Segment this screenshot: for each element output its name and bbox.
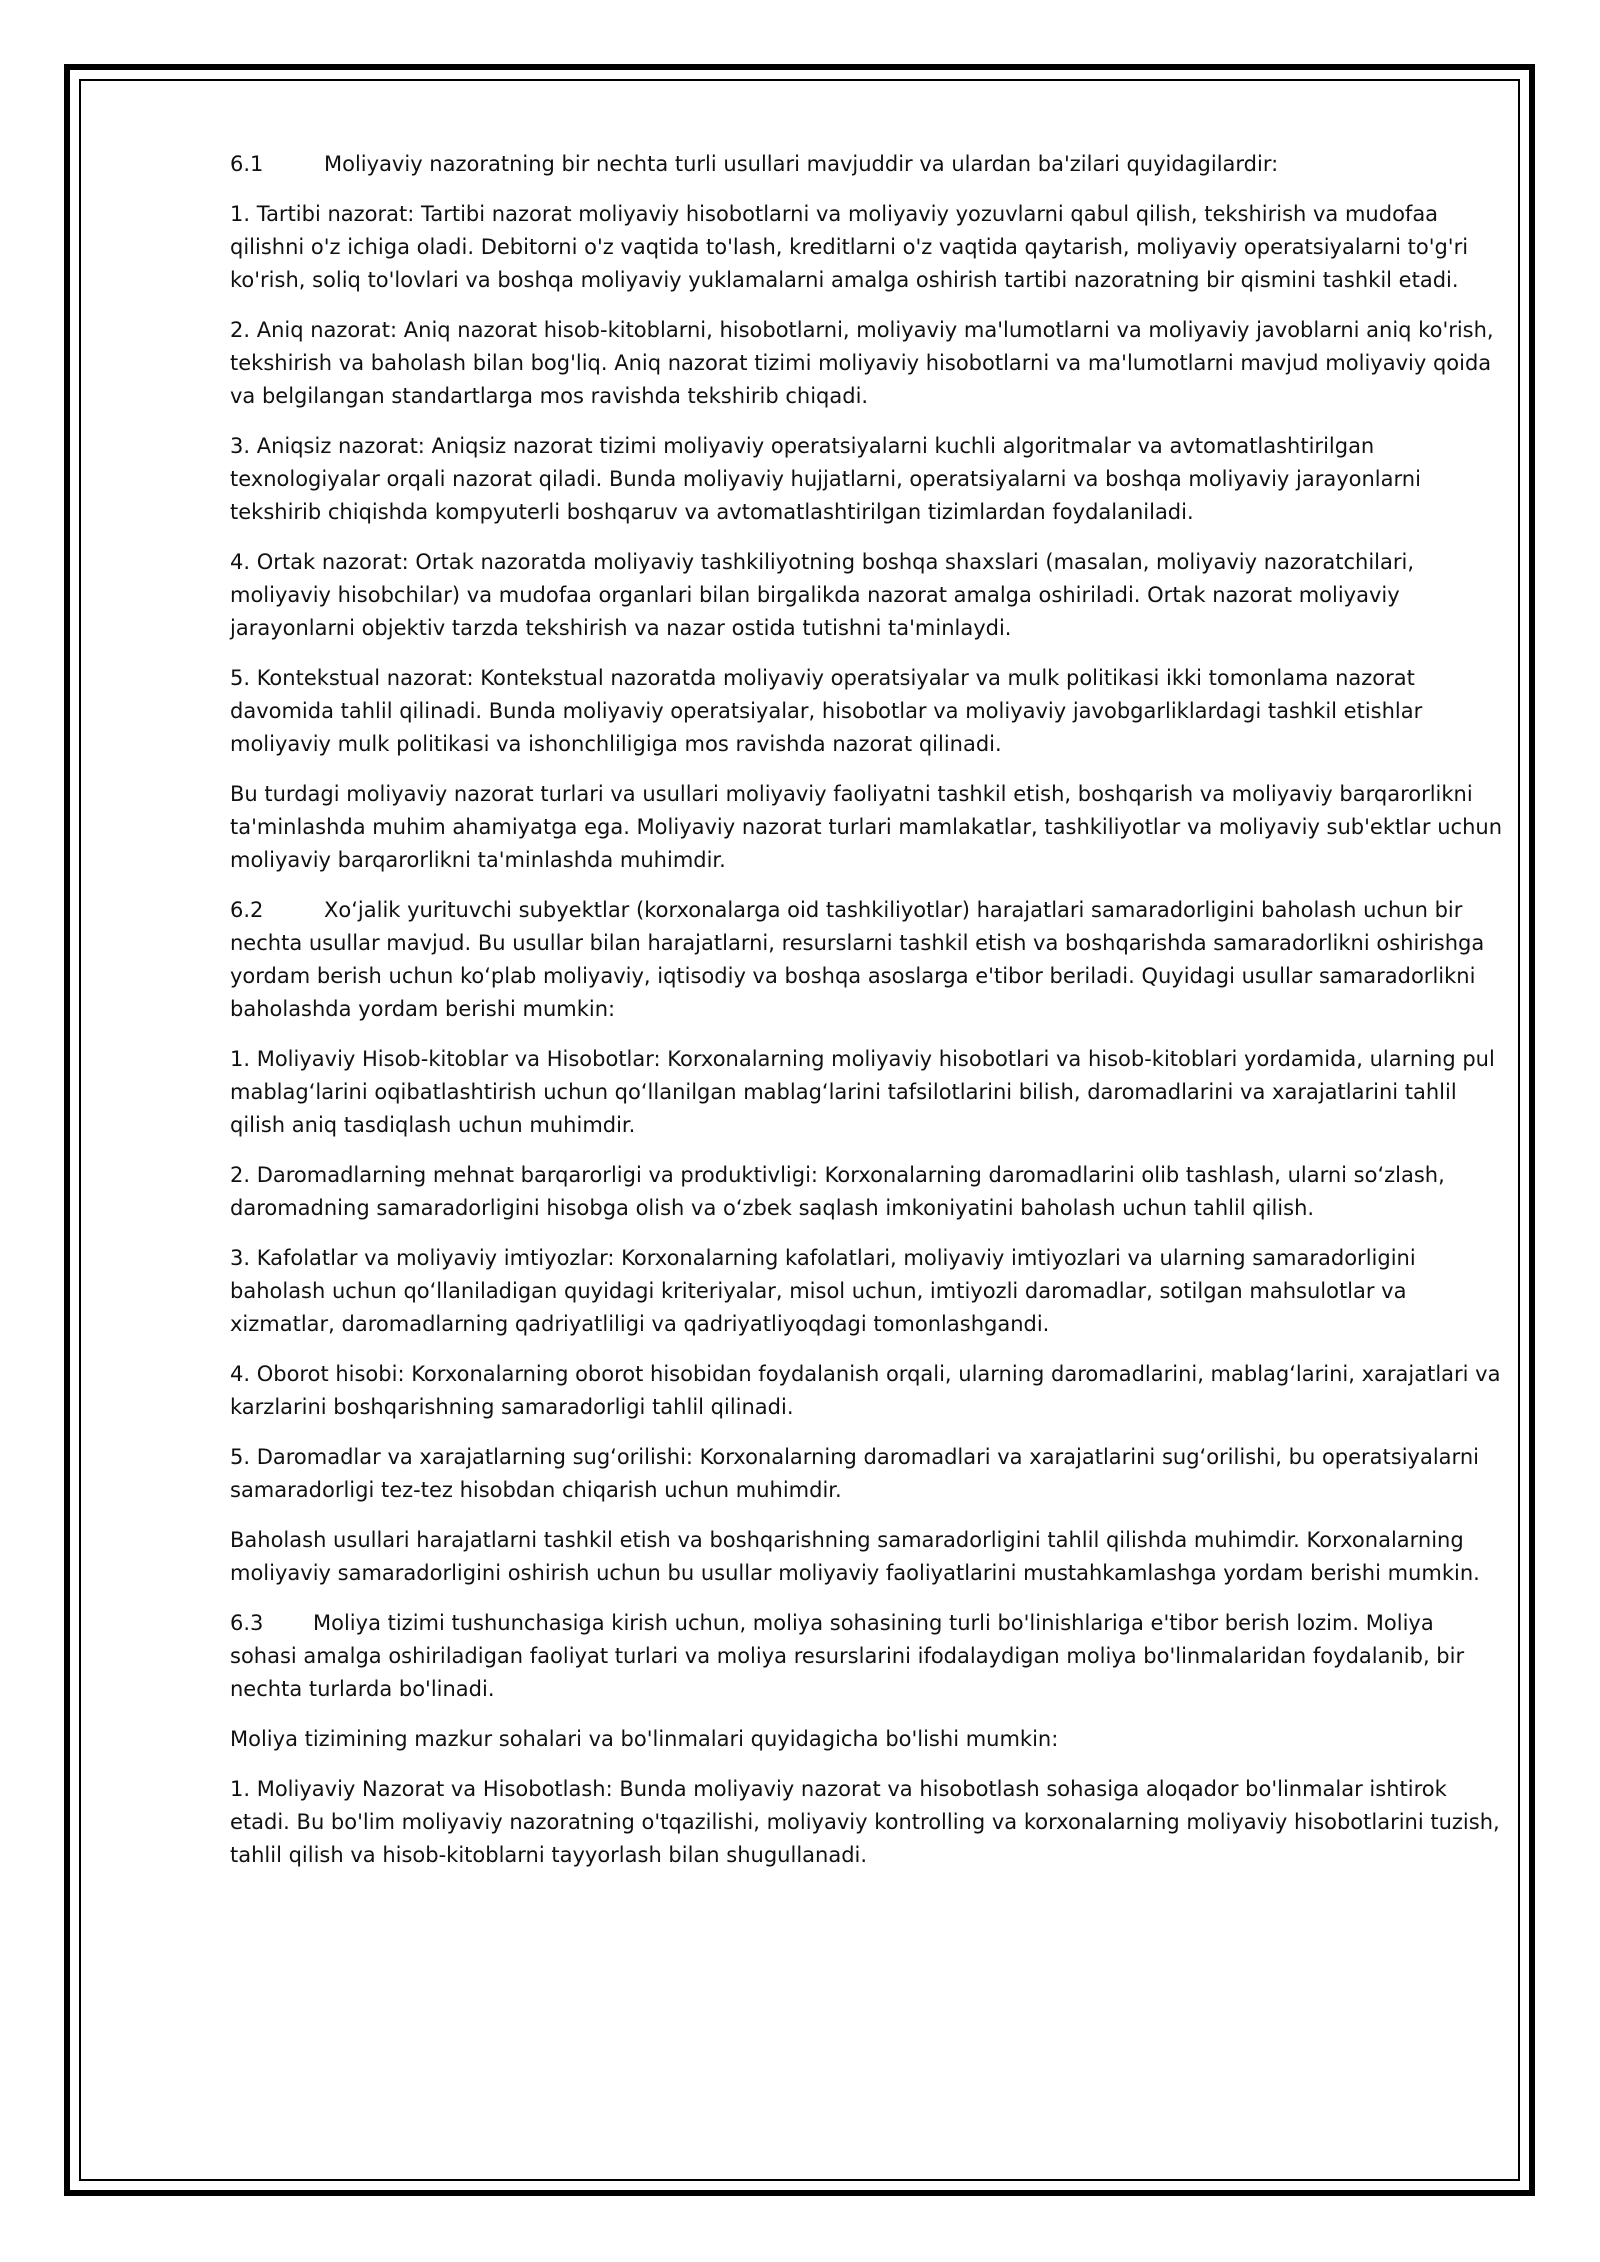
section-number: 6.3 <box>230 1611 264 1635</box>
paragraph: Moliya tizimining mazkur sohalari va bo'linmalari quyidagicha bo'lishi mumkin: <box>230 1727 1059 1751</box>
section-intro: Moliyaviy nazoratning bir nechta turli usullari mavjuddir va ulardan ba'zilari quyidagilardir: <box>324 152 1279 176</box>
paragraph: 3. Kafolatlar va moliyaviy imtiyozlar: Korxonalarning kafolatlari, moliyaviy imtiyozlari va ularning samaradorligini baholash uchun qoʻllaniladigan quyidagi kriteriyalar, misol uchun, imtiyozli daromadlar, sotilgan mahsulotlar va xizmatlar, daromadlarning qadriyatliligi va qadriyatliyoqdagi tomonlashgandi. <box>230 1246 1416 1336</box>
paragraph: 5. Kontekstual nazorat: Kontekstual nazoratda moliyaviy operatsiyalar va mulk politikasi ikki tomonlama nazorat davomida tahlil qilinadi. Bunda moliyaviy operatsiyalar, hisobotlar va moliyaviy javobgarliklardagi tashkil etishlar moliyaviy mulk politikasi va ishonchliligiga mos ravishda nazorat qilinadi. <box>230 666 1423 756</box>
section-intro: Xoʻjalik yurituvchi subyektlar (korxonalarga oid tashkiliyotlar) harajatlari samaradorligini baholash uchun bir nechta usullar mavjud. Bu usullar bilan harajatlarni, resurslarni tashkil etish va boshqarishda samaradorlikni oshirishga yordam berish uchun koʻplab moliyaviy, iqtisodiy va boshqa asoslarga e'tibor beriladi. Quyidagi usullar samaradorlikni baholashda yordam berishi mumkin: <box>230 898 1485 1021</box>
paragraph: 2. Aniq nazorat: Aniq nazorat hisob-kitoblarni, hisobotlarni, moliyaviy ma'lumotlarni va moliyaviy javoblarni aniq ko'rish, tekshirish va baholash bilan bog'liq. Aniq nazorat tizimi moliyaviy hisobotlarni va ma'lumotlarni mavjud moliyaviy qoida va belgilangan standartlarga mos ravishda tekshirib chiqadi. <box>230 318 1494 408</box>
section-number: 6.2 <box>230 898 264 922</box>
paragraph: 5. Daromadlar va xarajatlarning sugʻorilishi: Korxonalarning daromadlari va xarajatlarini sugʻorilishi, bu operatsiyalarni samaradorligi tez-tez hisobdan chiqarish uchun muhimdir. <box>230 1445 1479 1502</box>
paragraph: 2. Daromadlarning mehnat barqarorligi va produktivligi: Korxonalarning daromadlarini olib tashlash, ularni soʻzlash, daromadning samaradorligini hisobga olish va oʻzbek saqlash imkoniyatini baholash uchun tahlil qilish. <box>230 1163 1445 1220</box>
paragraph: 1. Moliyaviy Hisob-kitoblar va Hisobotlar: Korxonalarning moliyaviy hisobotlari va hisob-kitoblari yordamida, ularning pul mablagʻlarini oqibatlashtirish uchun qoʻllanilgan mablagʻlarini tafsilotlarini bilish, daromadlarini va xarajatlarini tahlil qilish aniq tasdiqlash uchun muhimdir. <box>230 1047 1495 1137</box>
paragraph: Baholash usullari harajatlarni tashkil etish va boshqarishning samaradorligini tahlil qilishda muhimdir. Korxonalarning moliyaviy samaradorligini oshirish uchun bu usullar moliyaviy faoliyatlarini mustahkamlashga yordam berishi mumkin. <box>230 1528 1480 1585</box>
section-6-3-heading <box>230 1607 1505 1706</box>
paragraph: 3. Aniqsiz nazorat: Aniqsiz nazorat tizimi moliyaviy operatsiyalarni kuchli algoritmalar va avtomatlashtirilgan texnologiyalar orqali nazorat qiladi. Bunda moliyaviy hujjatlarni, operatsiyalarni va boshqa moliyaviy jarayonlarni tekshirib chiqishda kompyuterli boshqaruv va avtomatlashtirilgan tizimlardan foydalaniladi. <box>230 434 1421 524</box>
section-intro: Moliya tizimi tushunchasiga kirish uchun, moliya sohasining turli bo'linishlariga e'tibor berish lozim. Moliya sohasi amalga oshiriladigan faoliyat turlari va moliya resurslarini ifodalaydigan moliya bo'linmalaridan foydalanib, bir nechta turlarda bo'linadi. <box>230 1611 1465 1701</box>
paragraph: 1. Moliyaviy Nazorat va Hisobotlash: Bunda moliyaviy nazorat va hisobotlash sohasiga aloqador bo'linmalar ishtirok etadi. Bu bo'lim moliyaviy nazoratning o'tqazilishi, moliyaviy kontrolling va korxonalarning moliyaviy hisobotlarini tuzish, tahlil qilish va hisob-kitoblarni tayyorlash bilan shugullanadi. <box>230 1777 1500 1867</box>
paragraph: 4. Ortak nazorat: Ortak nazoratda moliyaviy tashkiliyotning boshqa shaxslari (masalan, moliyaviy nazoratchilari, moliyaviy hisobchilar) va mudofaa organlari bilan birgalikda nazorat amalga oshiriladi. Ortak nazorat moliyaviy jarayonlarni objektiv tarzda tekshirish va nazar ostida tutishni ta'minlaydi. <box>230 550 1415 640</box>
section-number: 6.1 <box>230 152 264 176</box>
paragraph: 4. Oborot hisobi: Korxonalarning oborot hisobidan foydalanish orqali, ularning daromadlarini, mablagʻlarini, xarajatlari va karzlarini boshqarishning samaradorligi tahlil qilinadi. <box>230 1362 1501 1419</box>
section-6-1-heading <box>230 148 1505 181</box>
section-6-2-heading <box>230 894 1505 1026</box>
document-body <box>230 148 1505 1889</box>
paragraph: 1. Tartibi nazorat: Tartibi nazorat moliyaviy hisobotlarni va moliyaviy yozuvlarni qabul qilish, tekshirish va mudofaa qilishni o'z ichiga oladi. Debitorni o'z vaqtida to'lash, kreditlarni o'z vaqtida qaytarish, moliyaviy operatsiyalarni to'g'ri ko'rish, soliq to'lovlari va boshqa moliyaviy yuklamalarni amalga oshirish tartibi nazoratning bir qismini tashkil etadi. <box>230 202 1469 292</box>
paragraph: Bu turdagi moliyaviy nazorat turlari va usullari moliyaviy faoliyatni tashkil etish, boshqarish va moliyaviy barqarorlikni ta'minlashda muhim ahamiyatga ega. Moliyaviy nazorat turlari mamlakatlar, tashkiliyotlar va moliyaviy sub'ektlar uchun moliyaviy barqarorlikni ta'minlashda muhimdir. <box>230 782 1503 872</box>
